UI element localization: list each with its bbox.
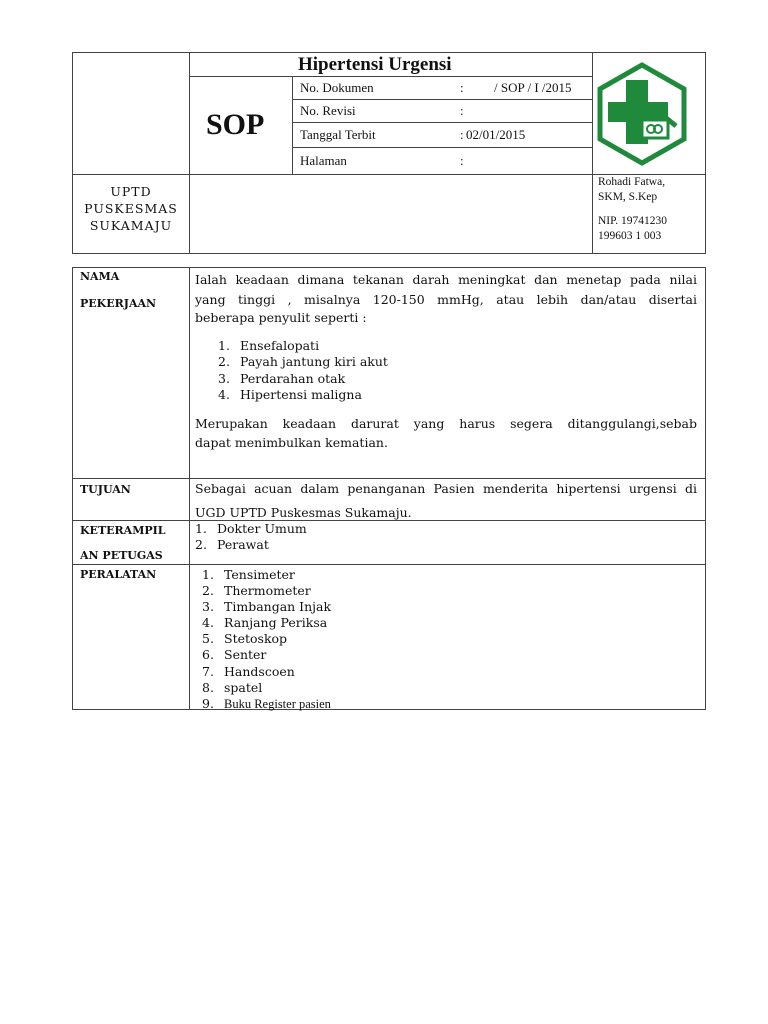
list-item: 6. Senter xyxy=(202,647,267,663)
row-label-no-revisi: No. Revisi xyxy=(300,103,356,118)
tujuan-line2: UGD UPTD Puskesmas Sukamaju. xyxy=(195,505,412,520)
signer-name-line1: Rohadi Fatwa, xyxy=(598,176,666,188)
list-item: 1. Ensefalopati xyxy=(218,338,320,353)
label-pekerjaan: PEKERJAAN xyxy=(80,297,157,310)
nama-closing-line2: dapat menimbulkan kematian. xyxy=(195,435,388,450)
list-item: 1. Tensimeter xyxy=(202,567,295,582)
row-colon-no-dokumen: : xyxy=(460,80,464,95)
label-peralatan: PERALATAN xyxy=(80,568,157,581)
tujuan-line1: Sebagai acuan dalam penanganan Pasien menderita hipertensi urgensi di xyxy=(195,481,697,496)
sop-label: SOP xyxy=(206,108,265,141)
row-value-tanggal-terbit: 02/01/2015 xyxy=(466,127,526,142)
org-name xyxy=(73,183,189,234)
list-item: 2. Thermometer xyxy=(202,583,311,599)
label-nama: NAMA xyxy=(80,270,120,283)
list-item: 3. Timbangan Injak xyxy=(202,599,332,615)
list-item: 7. Handscoen xyxy=(202,663,295,679)
org-line-3: SUKAMAJU xyxy=(89,218,173,233)
signer-nip-line1: NIP. 19741230 xyxy=(598,215,668,227)
row-label-no-dokumen: No. Dokumen xyxy=(300,80,374,95)
row-value-no-dokumen: / SOP / I /2015 xyxy=(494,80,572,95)
nama-closing-line1: Merupakan keadaan darurat yang harus segera ditanggulangi,sebab xyxy=(195,416,697,431)
label-tujuan: TUJUAN xyxy=(80,483,131,496)
signer-nip-line2: 199603 1 003 xyxy=(598,230,662,242)
document-title: Hipertensi Urgensi xyxy=(298,54,452,75)
label-keterampilan-2: AN PETUGAS xyxy=(80,549,163,562)
keterampilan-list xyxy=(195,521,307,553)
list-item: 4. Hipertensi maligna xyxy=(218,386,362,402)
row-colon-no-revisi: : xyxy=(460,103,464,118)
signer-name-line2: SKM, S.Kep xyxy=(598,191,658,203)
org-line-1: UPTD xyxy=(110,184,152,199)
row-colon-halaman: : xyxy=(460,153,464,168)
list-item: 5. Stetoskop xyxy=(202,631,288,647)
nama-intro-line1: Ialah keadaan dimana tekanan darah meningkat dan menetap pada nilai xyxy=(195,272,697,287)
row-colon-tanggal-terbit: : xyxy=(460,127,464,142)
nama-intro-line2: yang tinggi , misalnya 120-150 mmHg, atau lebih dan/atau disertai xyxy=(195,292,697,307)
row-label-tanggal-terbit: Tanggal Terbit xyxy=(300,127,376,142)
list-item: 8. spatel xyxy=(202,679,263,695)
list-item: 3. Perdarahan otak xyxy=(218,370,346,386)
puskesmas-logo-icon xyxy=(596,62,688,166)
list-item: 2. Payah jantung kiri akut xyxy=(218,354,388,370)
list-item: 1. Dokter Umum xyxy=(195,521,307,536)
list-item: 9. Buku Register pasien xyxy=(202,695,331,711)
list-item: 2. Perawat xyxy=(195,537,269,552)
peralatan-list xyxy=(202,567,332,712)
nama-condition-list xyxy=(218,338,388,403)
nama-intro-line3: beberapa penyulit seperti : xyxy=(195,310,367,325)
label-keterampilan-1: KETERAMPIL xyxy=(80,524,166,537)
list-item: 4. Ranjang Periksa xyxy=(202,615,328,631)
org-line-2: PUSKESMAS xyxy=(84,201,178,216)
row-label-halaman: Halaman xyxy=(300,153,347,168)
